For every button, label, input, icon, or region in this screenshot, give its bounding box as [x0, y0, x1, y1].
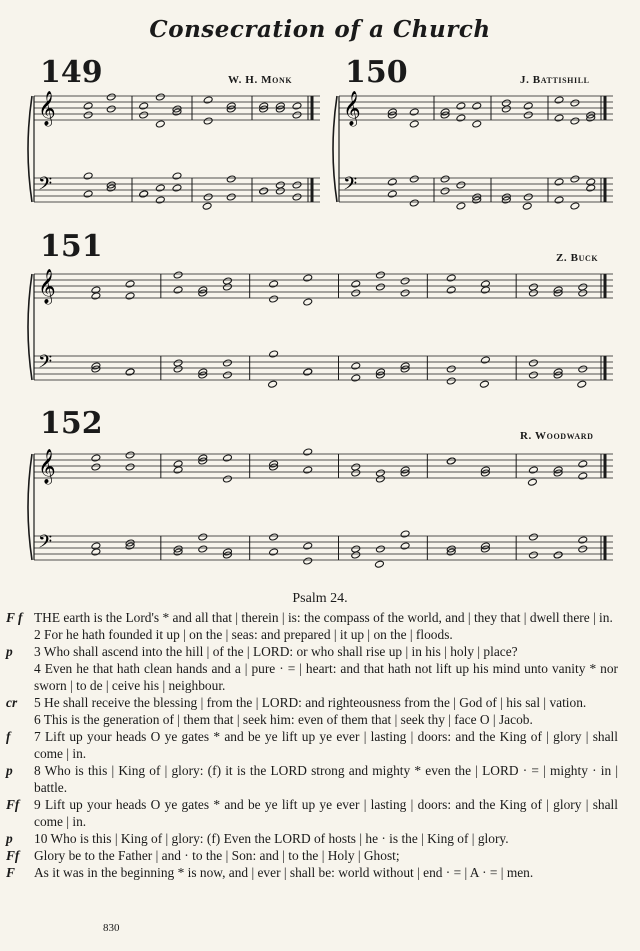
note-head [578, 536, 588, 544]
note-head [400, 277, 410, 285]
bass-clef: 𝄢 [38, 532, 53, 557]
note-head [456, 202, 466, 210]
note-head [400, 542, 410, 550]
note-head [292, 193, 302, 201]
note-head [387, 190, 397, 198]
note-head [303, 448, 313, 456]
note-head [83, 111, 93, 119]
note-head [223, 475, 233, 483]
note-head [83, 172, 93, 180]
dynamic-mark: Ff [6, 797, 20, 812]
note-head [554, 196, 564, 204]
note-head [91, 463, 101, 471]
verse-text: 10 Who is this | King of | glory: (f) Even the LORD of hosts | he · is the | King of | glory. [34, 831, 509, 846]
note-head [125, 292, 135, 300]
note-head [522, 202, 532, 210]
note-head [529, 466, 539, 474]
system-brace [333, 96, 337, 202]
verse-text: 9 Lift up your heads O ye gates * and be ye lift up ye ever | lasting | doors: and the King of | glory | shall come | in. [34, 797, 618, 829]
note-head [155, 93, 165, 101]
note-head [303, 298, 313, 306]
note-head [269, 295, 279, 303]
system-brace [28, 454, 32, 560]
note-head [303, 557, 313, 565]
note-head [570, 99, 580, 107]
note-head [440, 187, 450, 195]
note-head [376, 271, 386, 279]
note-head [351, 551, 361, 559]
verse-text: 2 For he hath founded it up | on the | seas: and prepared | it up | on the | floods. [34, 627, 453, 642]
note-head [446, 286, 456, 294]
note-head [577, 380, 587, 388]
note-head [529, 533, 539, 541]
dynamic-mark: p [6, 763, 13, 778]
note-head [303, 368, 313, 376]
treble-clef: 𝄞 [38, 269, 56, 304]
note-head [578, 545, 588, 553]
note-head [554, 96, 564, 104]
verse-text: THE earth is the Lord's * and all that | therein | is: the compass of the world, and | they that | dwell there | in. [34, 610, 613, 625]
note-head [268, 380, 278, 388]
dynamic-mark: F [6, 865, 15, 880]
note-head [269, 280, 279, 288]
psalm-verse [6, 864, 618, 881]
system-brace [28, 274, 32, 380]
hymn-number-151: 151 [40, 229, 103, 264]
score-150 [335, 88, 613, 218]
note-head [387, 178, 397, 186]
note-head [125, 463, 135, 471]
note-head [203, 193, 213, 201]
psalm-verse [6, 830, 618, 847]
note-head [203, 117, 213, 125]
note-head [125, 451, 135, 459]
dynamic-mark: Ff [6, 848, 20, 863]
note-head [223, 371, 233, 379]
psalm-verse [6, 609, 618, 626]
note-head [440, 175, 450, 183]
note-head [529, 289, 539, 297]
note-head [292, 181, 302, 189]
note-head [172, 184, 182, 192]
hymn-number-149: 149 [40, 55, 103, 90]
note-head [351, 280, 361, 288]
psalm-verse [6, 694, 618, 711]
note-head [529, 371, 539, 379]
bass-clef: 𝄢 [343, 174, 358, 199]
verse-text: As it was in the beginning * is now, and | ever | shall be: world without | end · = | A · = | men. [34, 865, 534, 880]
note-head [456, 114, 466, 122]
note-head [578, 365, 588, 373]
dynamic-mark: F f [6, 610, 23, 625]
psalm-verse [34, 711, 618, 728]
note-head [375, 560, 385, 568]
note-head [275, 187, 285, 195]
note-head [223, 454, 233, 462]
note-head [578, 472, 588, 480]
note-head [456, 181, 466, 189]
note-head [351, 469, 361, 477]
note-head [202, 202, 212, 210]
note-head [125, 280, 135, 288]
score-151 [30, 266, 613, 396]
psalm-text [6, 609, 618, 881]
note-head [578, 283, 588, 291]
note-head [479, 380, 489, 388]
note-head [173, 365, 183, 373]
note-head [409, 120, 419, 128]
note-head [226, 175, 236, 183]
note-head [446, 365, 456, 373]
note-head [578, 460, 588, 468]
note-head [409, 108, 419, 116]
note-head [351, 362, 361, 370]
note-head [223, 359, 233, 367]
note-head [523, 111, 533, 119]
bass-clef: 𝄢 [38, 352, 53, 377]
verse-text: 5 He shall receive the blessing | from the | LORD: and righteousness from the | God of | his sal | vation. [34, 695, 587, 710]
note-head [553, 551, 563, 559]
note-head [223, 283, 233, 291]
note-head [501, 105, 511, 113]
score-152 [30, 446, 613, 576]
note-head [400, 289, 410, 297]
note-head [125, 368, 135, 376]
verse-text: 8 Who is this | King of | glory: (f) it is the LORD strong and mighty * even the | LORD · = | mighty · in | battle. [34, 763, 618, 795]
note-head [139, 111, 149, 119]
note-head [456, 102, 466, 110]
page-title: Consecration of a Church [149, 16, 491, 43]
psalm-verse [6, 796, 618, 830]
verse-text: 3 Who shall ascend into the hill | of the | LORD: or who shall rise up | in his | holy | place? [34, 644, 518, 659]
note-head [586, 184, 596, 192]
note-head [292, 102, 302, 110]
note-head [472, 102, 482, 110]
note-head [570, 175, 580, 183]
note-head [446, 457, 456, 465]
note-head [173, 271, 183, 279]
note-head [554, 178, 564, 186]
psalm-verse [6, 762, 618, 796]
note-head [528, 478, 538, 486]
composer-149: W. H. Monk [228, 74, 293, 86]
note-head [91, 542, 101, 550]
psalm-verse [6, 643, 618, 660]
note-head [409, 175, 419, 183]
verse-text: 6 This is the generation of | them that | seek him: even of them that | seek thy | face O | Jacob. [34, 712, 533, 727]
note-head [91, 286, 101, 294]
note-head [481, 356, 491, 364]
page-number: 830 [103, 922, 120, 934]
note-head [139, 102, 149, 110]
psalm-verse [6, 728, 618, 762]
note-head [106, 93, 116, 101]
note-head [446, 274, 456, 282]
bass-clef: 𝄢 [38, 174, 53, 199]
dynamic-mark: p [6, 831, 13, 846]
note-head [173, 466, 183, 474]
psalm-verse [34, 660, 618, 694]
note-head [198, 533, 208, 541]
hymn-number-150: 150 [345, 55, 408, 90]
composer-152: R. Woodward [520, 430, 594, 442]
note-head [259, 187, 269, 195]
note-head [91, 454, 101, 462]
note-head [269, 350, 279, 358]
note-head [529, 551, 539, 559]
note-head [529, 359, 539, 367]
note-head [155, 184, 165, 192]
note-head [303, 466, 313, 474]
note-head [400, 530, 410, 538]
composer-150: J. Battishill [520, 74, 590, 86]
note-head [106, 105, 116, 113]
note-head [376, 283, 386, 291]
note-head [376, 545, 386, 553]
dynamic-mark: f [6, 729, 11, 744]
note-head [303, 542, 313, 550]
psalm-title: Psalm 24. [292, 591, 348, 606]
note-head [226, 193, 236, 201]
composer-151: Z. Buck [556, 252, 599, 264]
note-head [376, 475, 386, 483]
note-head [269, 548, 279, 556]
verse-text: 4 Even he that hath clean hands and a | pure · = | heart: and that hath not lift up his mind unto vanity * nor sworn | to de | ceive his | neighbour. [34, 661, 618, 693]
note-head [292, 111, 302, 119]
score-149 [30, 88, 320, 218]
note-head [139, 190, 149, 198]
note-head [523, 193, 533, 201]
note-head [446, 377, 456, 385]
note-head [481, 286, 491, 294]
note-head [173, 286, 183, 294]
psalm-verse [6, 847, 618, 864]
treble-clef: 𝄞 [38, 449, 56, 484]
treble-clef: 𝄞 [38, 91, 56, 126]
note-head [570, 202, 580, 210]
dynamic-mark: cr [6, 695, 18, 710]
note-head [570, 117, 580, 125]
note-head [554, 114, 564, 122]
note-head [472, 120, 482, 128]
dynamic-mark: p [6, 644, 13, 659]
note-head [269, 533, 279, 541]
psalm-verse [34, 626, 618, 643]
note-head [155, 120, 165, 128]
hymn-number-152: 152 [40, 406, 103, 441]
treble-clef: 𝄞 [343, 91, 361, 126]
note-head [198, 545, 208, 553]
verse-text: 7 Lift up your heads O ye gates * and be ye lift up ye ever | lasting | doors: and the King of | glory | shall come | in. [34, 729, 618, 761]
note-head [351, 374, 361, 382]
note-head [83, 190, 93, 198]
verse-text: Glory be to the Father | and · to the | Son: and | to the | Holy | Ghost; [34, 848, 400, 863]
note-head [523, 102, 533, 110]
note-head [83, 102, 93, 110]
system-brace [28, 96, 32, 202]
note-head [409, 199, 419, 207]
note-head [351, 289, 361, 297]
note-head [172, 172, 182, 180]
note-head [203, 96, 213, 104]
note-head [155, 196, 165, 204]
note-head [303, 274, 313, 282]
